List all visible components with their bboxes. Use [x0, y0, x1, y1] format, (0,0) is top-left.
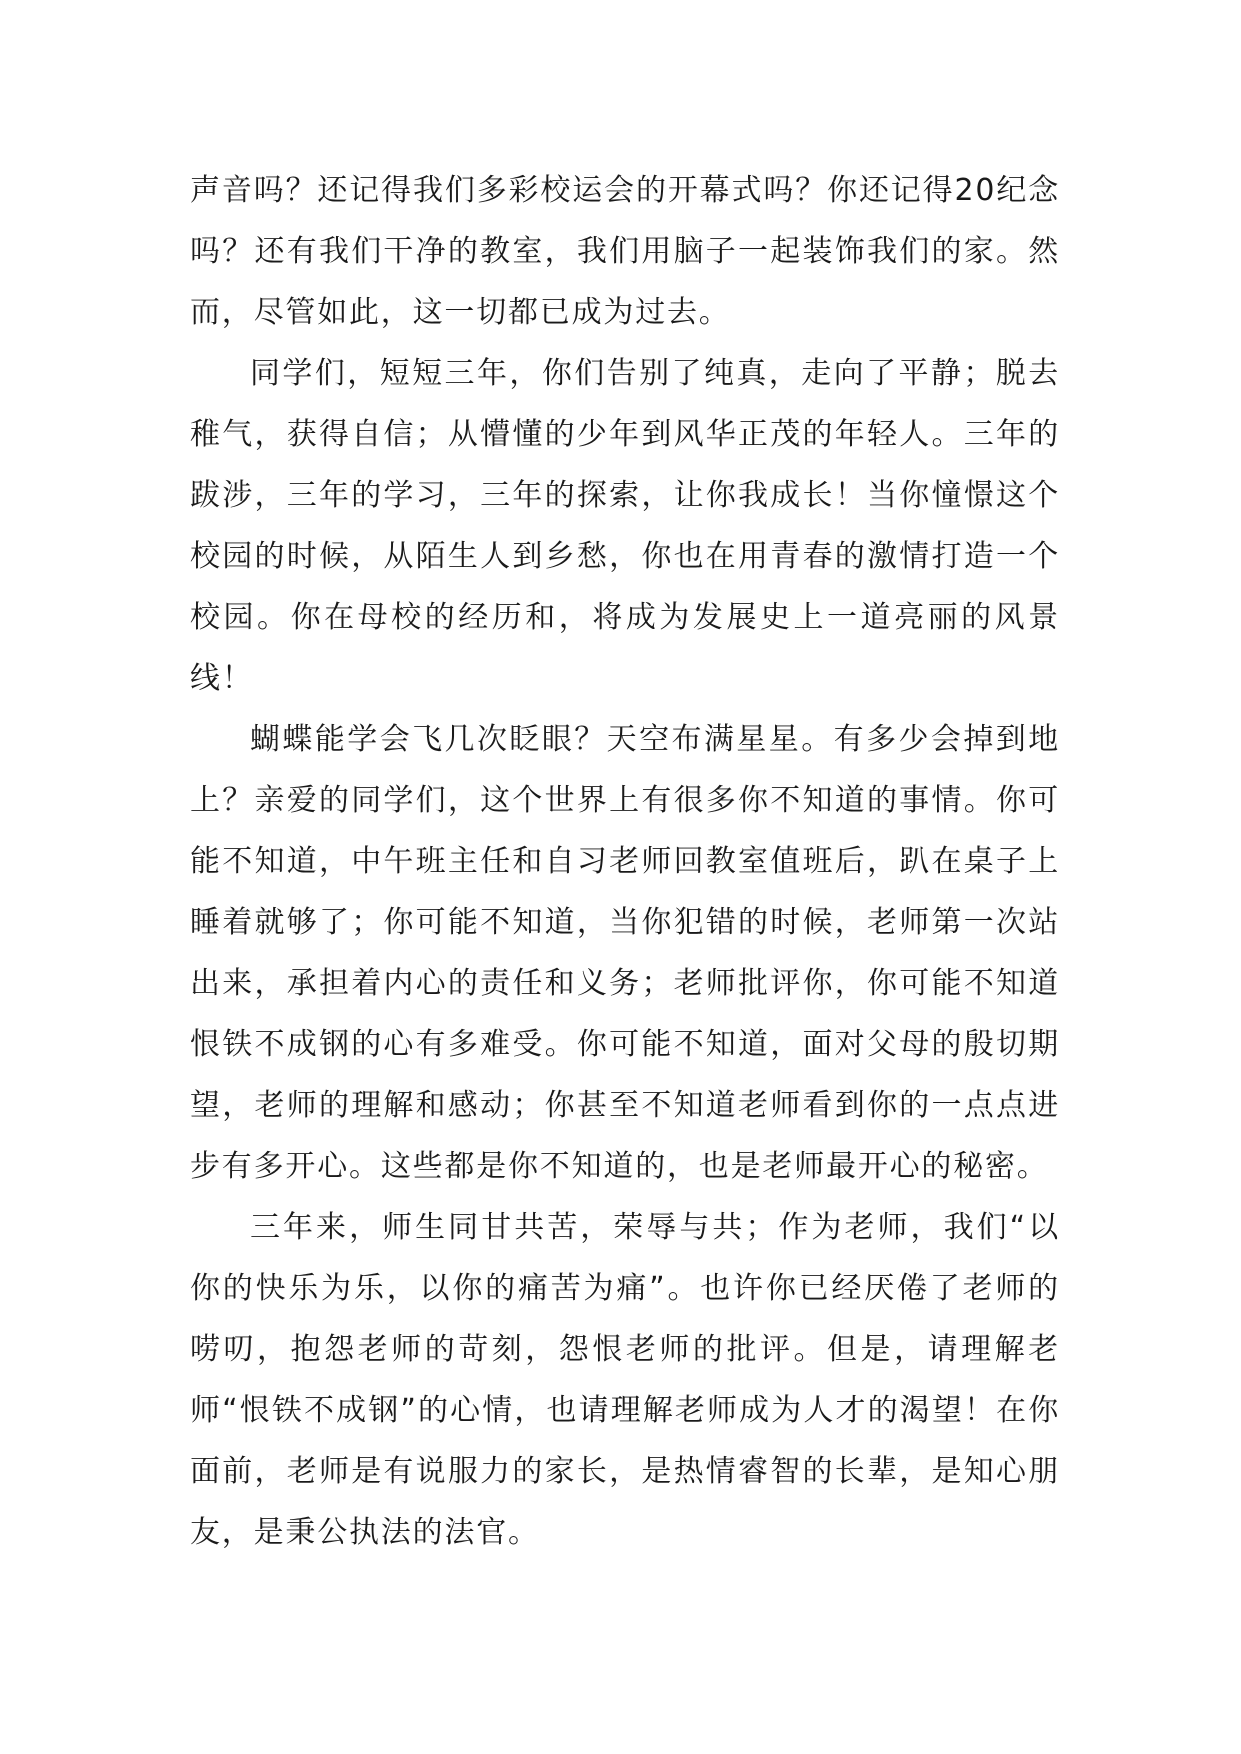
paragraph: 蝴蝶能学会飞几次眨眼？天空布满星星。有多少会掉到地上？亲爱的同学们，这个世界上有很多你不知道的事情。你可能不知道，中午班主任和自习老师回教室值班后，趴在桌子上睡着就够了；你可能不知道，当你犯错的时候，老师第一次站出来，承担着内心的责任和义务；老师批评你，你可能不知道恨铁不成钢的心有多难受。你可能不知道，面对父母的殷切期望，老师的理解和感动；你甚至不知道老师看到你的一点点进步有多开心。这些都是你不知道的，也是老师最开心的秘密。 — [190, 722, 1060, 1184]
paragraph: 三年来，师生同甘共苦，荣辱与共；作为老师，我们“以你的快乐为乐，以你的痛苦为痛”。也许你已经厌倦了老师的唠叨，抱怨老师的苛刻，怨恨老师的批评。但是，请理解老师“恨铁不成钢”的心情，也请理解老师成为人才的渴望！在你面前，老师是有说服力的家长，是热情睿智的长辈，是知心朋友，是秉公执法的法官。 — [190, 1210, 1060, 1550]
document-body — [190, 160, 1060, 1563]
paragraph-continued: 声音吗？还记得我们多彩校运会的开幕式吗？你还记得20纪念吗？还有我们干净的教室，我们用脑子一起装饰我们的家。然而，尽管如此，这一切都已成为过去。 — [190, 173, 1060, 330]
paragraph: 同学们，短短三年，你们告别了纯真，走向了平静；脱去稚气，获得自信；从懵懂的少年到风华正茂的年轻人。三年的跋涉，三年的学习，三年的探索，让你我成长！当你憧憬这个校园的时候，从陌生人到乡愁，你也在用青春的激情打造一个校园。你在母校的经历和，将成为发展史上一道亮丽的风景线！ — [190, 356, 1060, 696]
